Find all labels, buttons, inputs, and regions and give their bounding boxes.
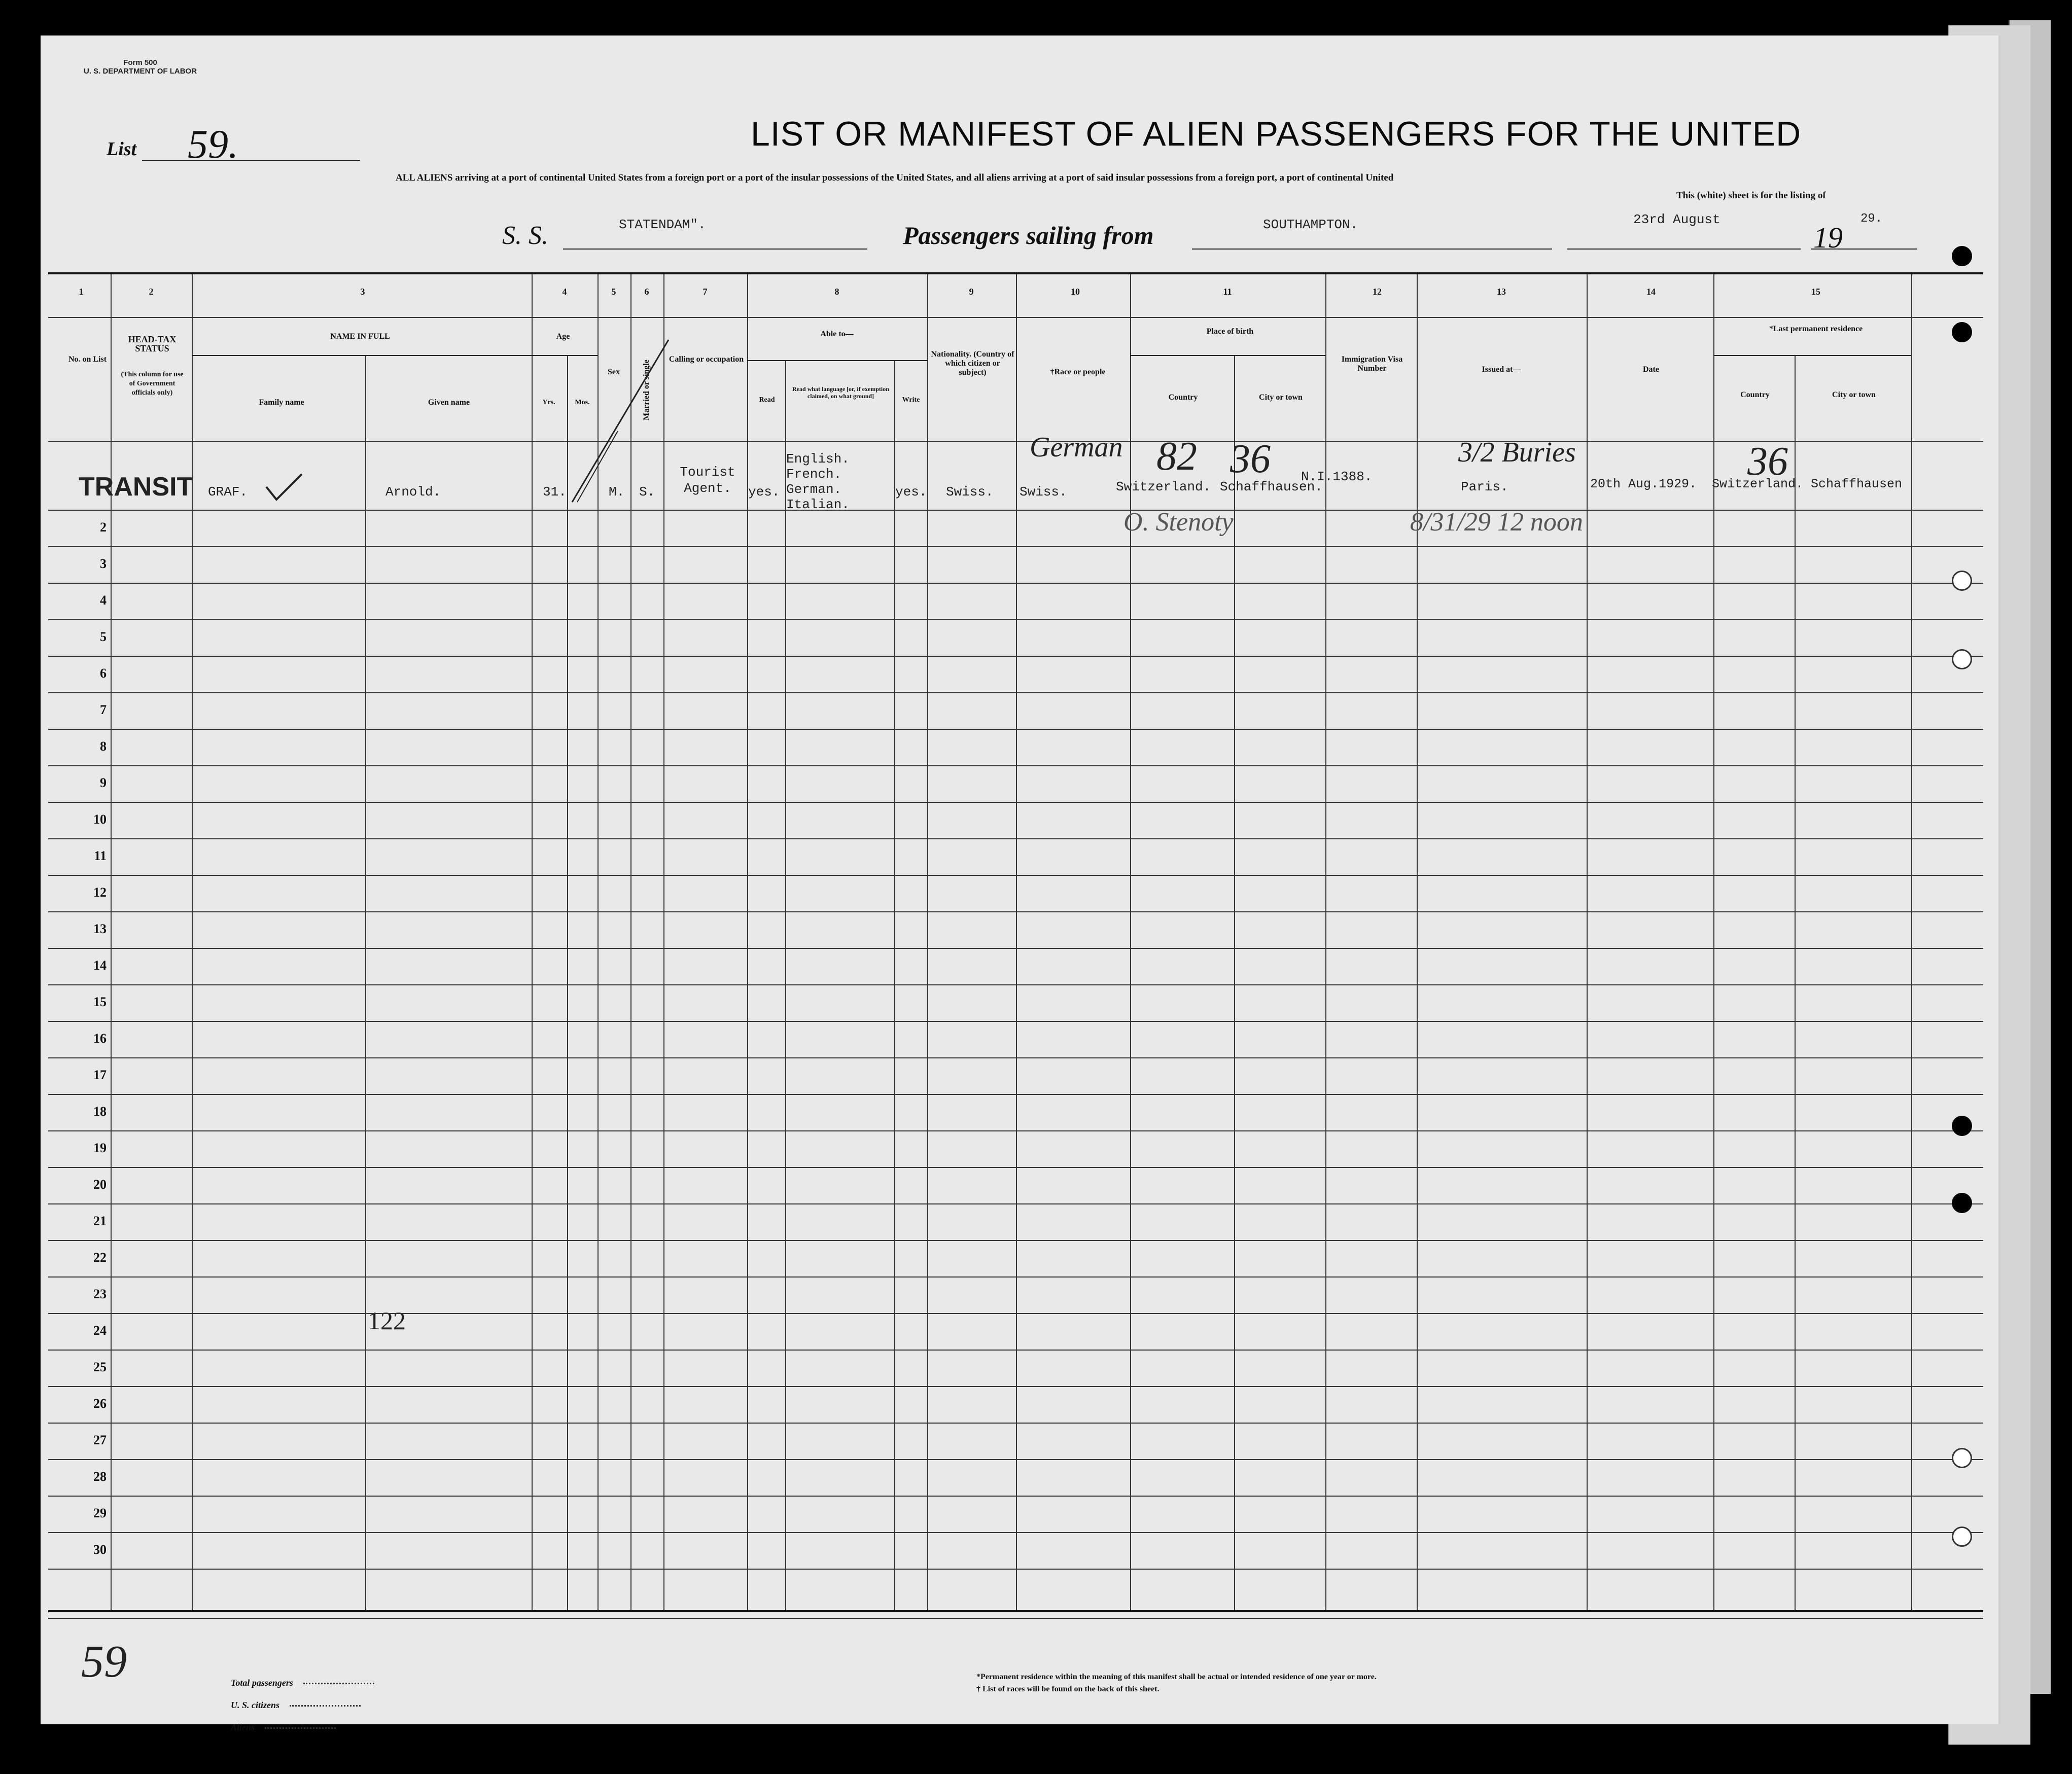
department-label: U. S. DEPARTMENT OF LABOR bbox=[84, 67, 197, 76]
header-visa-number: Immigration Visa Number bbox=[1341, 355, 1403, 373]
row-number: 9 bbox=[100, 775, 107, 790]
row-rule bbox=[48, 1240, 1983, 1241]
row-number: 2 bbox=[100, 520, 107, 535]
language-2: French. bbox=[786, 467, 842, 482]
year-prefix: 19 bbox=[1813, 221, 1843, 254]
header-birth-country: Country bbox=[1168, 393, 1198, 402]
list-number: 59. bbox=[188, 122, 238, 167]
check-mark-icon bbox=[264, 472, 304, 502]
entry-age-yrs: 31. bbox=[543, 484, 567, 500]
col-num-13: 13 bbox=[1497, 287, 1506, 297]
row-rule bbox=[48, 1057, 1983, 1058]
row-rule bbox=[48, 619, 1983, 620]
row-rule bbox=[48, 1532, 1983, 1533]
header-visa-date: Date bbox=[1643, 365, 1659, 374]
row-number: 19 bbox=[93, 1141, 107, 1155]
col-num-4: 4 bbox=[562, 287, 567, 297]
handwritten-mark-82: 82 bbox=[1156, 434, 1197, 479]
year-underline bbox=[1811, 249, 1917, 250]
binder-hole-8 bbox=[1952, 1527, 1972, 1547]
entry-issued-at: Paris. bbox=[1461, 479, 1508, 494]
header-able-to: Able to— bbox=[820, 330, 854, 338]
list-underline bbox=[142, 160, 360, 161]
footer-aliens: Aliens bbox=[231, 1722, 336, 1733]
entry-family-name: GRAF. bbox=[208, 484, 248, 500]
row-number: 25 bbox=[93, 1360, 107, 1374]
table-bottom-rule bbox=[48, 1610, 1983, 1612]
row-number: 21 bbox=[93, 1214, 107, 1228]
entry-birth-city: Schaffhausen. bbox=[1220, 479, 1323, 494]
entry-write: yes. bbox=[895, 484, 927, 500]
row-number: 29 bbox=[93, 1506, 107, 1520]
header-calling: Calling or occupation bbox=[669, 355, 744, 364]
language-1: English. bbox=[786, 451, 850, 467]
entry-visa-date: 20th Aug.1929. bbox=[1590, 477, 1697, 491]
entry-nationality: Swiss. bbox=[946, 484, 994, 500]
row-rule bbox=[48, 546, 1983, 547]
subtitle-line-1: ALL ALIENS arriving at a port of continental United States from a foreign port or a port of the insular possessions of the United States, and all aliens arriving at a port of said insular possessions from a foreign port, a port of continental United bbox=[396, 172, 1394, 183]
ship-name: STATENDAM". bbox=[619, 217, 706, 232]
col-line-12 bbox=[1417, 274, 1418, 1610]
binder-hole-6 bbox=[1952, 1193, 1972, 1213]
row-rule bbox=[48, 1423, 1983, 1424]
header-head-tax-note: (This column for use of Government officials only) bbox=[121, 371, 184, 397]
row-number: 16 bbox=[93, 1031, 107, 1046]
row-rule bbox=[48, 656, 1983, 657]
row-number: 7 bbox=[100, 702, 107, 717]
row-number: 22 bbox=[93, 1250, 107, 1265]
col-line-15 bbox=[1911, 274, 1912, 1610]
port-name: SOUTHAMPTON. bbox=[1263, 217, 1358, 232]
handwritten-mark-36: 36 bbox=[1230, 437, 1271, 481]
header-age: Age bbox=[556, 332, 570, 341]
row-number: 11 bbox=[94, 848, 107, 863]
row-rule bbox=[48, 1459, 1983, 1460]
row-rule bbox=[48, 802, 1983, 803]
entry-res-city: Schaffhausen bbox=[1811, 477, 1903, 491]
header-read: Read bbox=[759, 396, 775, 404]
row-number: 23 bbox=[93, 1287, 107, 1301]
header-married-single: Married or single bbox=[642, 360, 651, 420]
footnote-races: † List of races will be found on the back of this sheet. bbox=[976, 1685, 1160, 1693]
binder-hole-7 bbox=[1952, 1448, 1972, 1468]
col-num-11: 11 bbox=[1223, 287, 1232, 297]
row24-mark: 122 bbox=[368, 1306, 406, 1335]
col-line-9 bbox=[1016, 274, 1017, 1610]
row-number: 26 bbox=[93, 1396, 107, 1411]
row-number: 24 bbox=[93, 1323, 107, 1338]
entry-res-country: Switzerland. bbox=[1712, 477, 1804, 491]
binder-hole-4 bbox=[1952, 649, 1972, 669]
header-read-language: Read what language [or, if exemption claimed, on what ground] bbox=[792, 385, 889, 400]
entry-sex: M. bbox=[609, 484, 625, 500]
row-number: 5 bbox=[100, 629, 107, 644]
row-rule bbox=[48, 875, 1983, 876]
header-given-name: Given name bbox=[428, 398, 470, 407]
header-write: Write bbox=[902, 396, 920, 404]
row-rule bbox=[48, 1313, 1983, 1314]
handwritten-residence-mark: 36 bbox=[1747, 439, 1788, 484]
binder-hole-2 bbox=[1952, 322, 1972, 342]
row-rule bbox=[48, 1496, 1983, 1497]
row-rule bbox=[48, 1386, 1983, 1387]
row-rule bbox=[48, 1569, 1983, 1570]
header-res-city: City or town bbox=[1832, 391, 1876, 399]
header-last-residence: *Last permanent residence bbox=[1769, 325, 1863, 333]
header-issued-at: Issued at— bbox=[1482, 365, 1521, 374]
sailing-label: Passengers sailing from bbox=[903, 221, 1154, 250]
row-rule bbox=[48, 765, 1983, 766]
entry-read: yes. bbox=[748, 484, 780, 500]
col-num-5: 5 bbox=[611, 287, 616, 297]
form-number: Form 500 U. S. DEPARTMENT OF LABOR bbox=[84, 58, 197, 76]
binder-hole-5 bbox=[1952, 1116, 1972, 1136]
stamp-row2: O. Stenoty bbox=[1123, 508, 1234, 537]
handwritten-issued-note: 3/2 Buries bbox=[1458, 437, 1576, 468]
sailing-date: 23rd August bbox=[1633, 212, 1720, 227]
entry-race: Swiss. bbox=[1020, 484, 1067, 500]
language-3: German. bbox=[786, 482, 842, 497]
residence-subrule bbox=[1713, 355, 1911, 356]
row-rule bbox=[48, 692, 1983, 693]
col-num-1: 1 bbox=[79, 287, 84, 297]
header-birth-city: City or town bbox=[1259, 393, 1303, 402]
binder-hole-1 bbox=[1952, 246, 1972, 266]
row-number: 28 bbox=[93, 1469, 107, 1484]
row-rule bbox=[48, 948, 1983, 949]
header-head-tax: HEAD-TAX STATUS bbox=[128, 334, 177, 353]
header-yrs: Yrs. bbox=[542, 399, 555, 406]
ship-underline bbox=[563, 249, 867, 250]
subtitle-line-2: This (white) sheet is for the listing of bbox=[1676, 190, 1826, 201]
header-nationality: Nationality. (Country of which citizen or subject) bbox=[931, 350, 1014, 377]
col-num-9: 9 bbox=[969, 287, 974, 297]
col-line-10 bbox=[1130, 274, 1131, 1610]
row-number: 3 bbox=[100, 556, 107, 571]
col-num-14: 14 bbox=[1646, 287, 1656, 297]
col-line-7 bbox=[747, 274, 748, 1610]
col-num-7: 7 bbox=[703, 287, 708, 297]
table-bottom-rule-2 bbox=[48, 1618, 1983, 1619]
row-number: 30 bbox=[93, 1542, 107, 1557]
col-line-4a bbox=[567, 355, 568, 1610]
footer-us-citizens: U. S. citizens bbox=[231, 1700, 361, 1711]
entry-given-name: Arnold. bbox=[385, 484, 441, 500]
able-subrule bbox=[747, 360, 927, 361]
row-number: 4 bbox=[100, 593, 107, 608]
entry-birth-country: Switzerland. bbox=[1116, 479, 1211, 494]
row-rule bbox=[48, 1130, 1983, 1131]
col-line-11a bbox=[1234, 355, 1235, 1610]
entry-head-tax: TRANSIT bbox=[79, 472, 193, 502]
handwritten-race-note: German bbox=[1030, 432, 1123, 463]
col-line-15a bbox=[1795, 355, 1796, 1610]
row-number: 12 bbox=[93, 885, 107, 900]
col-num-2: 2 bbox=[149, 287, 154, 297]
row-rule bbox=[48, 1094, 1983, 1095]
manifest-title: LIST OR MANIFEST OF ALIEN PASSENGERS FOR THE UNITED bbox=[751, 115, 1802, 153]
row-rule bbox=[48, 510, 1983, 511]
header-family-name: Family name bbox=[259, 398, 304, 407]
year-suffix: 29. bbox=[1860, 212, 1883, 226]
header-race: †Race or people bbox=[1050, 368, 1106, 376]
col-num-12: 12 bbox=[1373, 287, 1382, 297]
row-rule bbox=[48, 838, 1983, 839]
entry-occupation: Tourist Agent. bbox=[680, 465, 735, 496]
col-num-15: 15 bbox=[1811, 287, 1820, 297]
col-num-10: 10 bbox=[1071, 287, 1080, 297]
row-number: 8 bbox=[100, 739, 107, 754]
row-number: 18 bbox=[93, 1104, 107, 1119]
list-label: List bbox=[107, 138, 137, 160]
entry-visa-number: N.I.1388. bbox=[1301, 469, 1373, 484]
col-num-3: 3 bbox=[360, 287, 365, 297]
language-4: Italian. bbox=[786, 497, 850, 512]
row-rule bbox=[48, 1350, 1983, 1351]
row-number: 27 bbox=[93, 1433, 107, 1447]
row-number: 13 bbox=[93, 921, 107, 936]
row-rule bbox=[48, 729, 1983, 730]
row-number: 17 bbox=[93, 1068, 107, 1082]
date-underline bbox=[1567, 249, 1801, 250]
col-line-3 bbox=[532, 274, 533, 1610]
row-number: 15 bbox=[93, 995, 107, 1009]
header-mos: Mos. bbox=[575, 399, 590, 406]
col-line-14 bbox=[1713, 274, 1714, 1610]
row-rule bbox=[48, 1276, 1983, 1278]
header-res-country: Country bbox=[1740, 391, 1770, 399]
bottom-list-mark: 59 bbox=[81, 1637, 127, 1687]
stamp-row2-date: 8/31/29 12 noon bbox=[1410, 508, 1583, 537]
row-rule bbox=[48, 1021, 1983, 1022]
col-line-3a bbox=[365, 355, 366, 1610]
header-name-in-full: NAME IN FULL bbox=[330, 332, 390, 341]
row-rule bbox=[48, 911, 1983, 912]
footer-total-passengers: Total passengers bbox=[231, 1678, 374, 1688]
col-line-8 bbox=[927, 274, 928, 1610]
row-rule bbox=[48, 583, 1983, 584]
header-place-of-birth: Place of birth bbox=[1206, 327, 1254, 336]
row-number: 14 bbox=[93, 958, 107, 973]
col-num-6: 6 bbox=[644, 287, 649, 297]
entry-marital: S. bbox=[639, 484, 655, 500]
header-sex: Sex bbox=[608, 368, 620, 376]
row-number: 6 bbox=[100, 666, 107, 681]
row-rule bbox=[48, 1167, 1983, 1168]
col-line-13 bbox=[1587, 274, 1588, 1610]
footnote-residence: *Permanent residence within the meaning of this manifest shall be actual or intended residence of one year or more. bbox=[976, 1673, 1377, 1681]
row-number: 20 bbox=[93, 1177, 107, 1192]
row-number: 10 bbox=[93, 812, 107, 827]
binder-hole-3 bbox=[1952, 571, 1972, 591]
port-underline bbox=[1192, 249, 1552, 250]
ship-prefix: S. S. bbox=[502, 221, 548, 250]
name-subrule bbox=[192, 355, 532, 356]
row-rule bbox=[48, 984, 1983, 985]
birth-subrule bbox=[1130, 355, 1325, 356]
header-no-on-list: No. on List bbox=[68, 355, 107, 364]
row-rule bbox=[48, 1203, 1983, 1204]
manifest-sheet bbox=[41, 36, 2000, 1724]
entry-languages bbox=[786, 451, 850, 512]
col-num-8: 8 bbox=[834, 287, 839, 297]
